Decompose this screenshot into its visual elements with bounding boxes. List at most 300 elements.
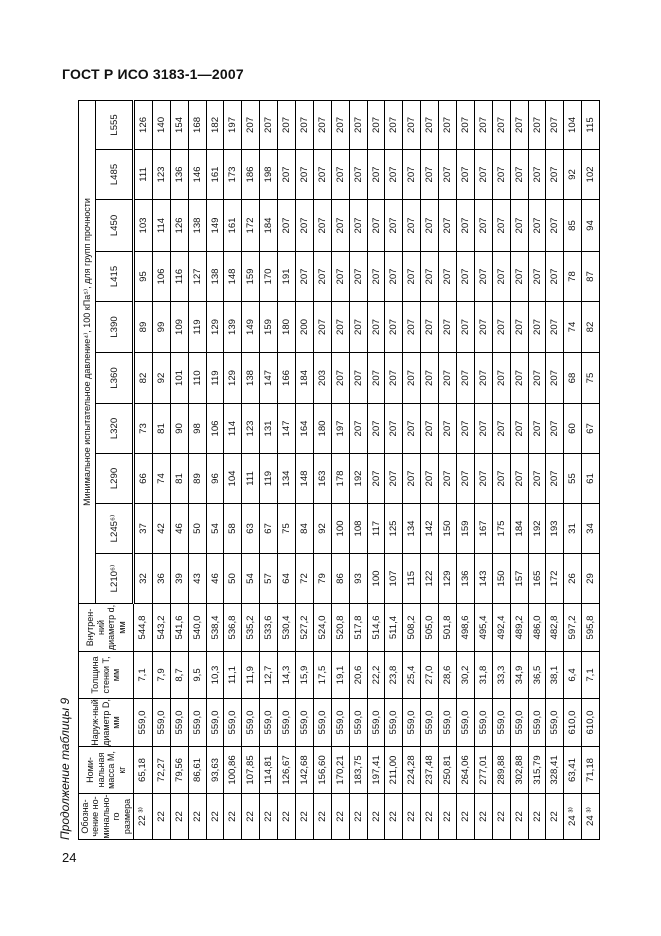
table-row xyxy=(403,100,421,839)
cell-test-pressure: 207 xyxy=(385,200,403,252)
cell-test-pressure: 207 xyxy=(492,302,510,353)
table-row xyxy=(457,100,475,839)
cell-designation: 22 xyxy=(510,794,528,840)
cell-test-pressure: 114 xyxy=(224,404,242,454)
cell-test-pressure: 119 xyxy=(260,454,278,504)
cell-test-pressure: 207 xyxy=(510,302,528,353)
header-grade: L360 xyxy=(96,353,134,404)
cell-test-pressure: 92 xyxy=(152,353,170,404)
cell-test-pressure: 207 xyxy=(474,200,492,252)
cell-test-pressure: 207 xyxy=(474,454,492,504)
cell-inner-diameter: 540,0 xyxy=(188,604,206,652)
cell-test-pressure: 197 xyxy=(331,404,349,454)
table-row xyxy=(206,100,224,839)
cell-inner-diameter: 489,2 xyxy=(510,604,528,652)
header-grade: L245⁶⁾ xyxy=(96,504,134,554)
cell-designation: 22 xyxy=(385,794,403,840)
cell-outer-diameter: 559,0 xyxy=(367,699,385,747)
cell-designation: 22 xyxy=(367,794,385,840)
cell-test-pressure: 207 xyxy=(296,150,314,200)
header-inner-diameter: Внутрен-ний диаметр d, мм xyxy=(79,604,134,652)
cell-inner-diameter: 517,8 xyxy=(349,604,367,652)
cell-test-pressure: 207 xyxy=(528,252,546,302)
cell-test-pressure: 182 xyxy=(206,100,224,149)
cell-mass: 72,27 xyxy=(152,747,170,794)
cell-test-pressure: 207 xyxy=(421,454,439,504)
cell-test-pressure: 207 xyxy=(474,150,492,200)
cell-inner-diameter: 505,0 xyxy=(421,604,439,652)
cell-outer-diameter: 559,0 xyxy=(474,699,492,747)
cell-test-pressure: 191 xyxy=(278,252,296,302)
cell-test-pressure: 154 xyxy=(170,100,188,149)
cell-inner-diameter: 535,2 xyxy=(242,604,260,652)
cell-inner-diameter: 520,8 xyxy=(331,604,349,652)
cell-test-pressure: 149 xyxy=(242,302,260,353)
cell-designation: 22 xyxy=(528,794,546,840)
cell-test-pressure: 207 xyxy=(367,353,385,404)
cell-designation: 22 xyxy=(313,794,331,840)
cell-inner-diameter: 530,4 xyxy=(278,604,296,652)
cell-test-pressure: 147 xyxy=(260,353,278,404)
cell-mass: 250,81 xyxy=(439,747,457,794)
cell-test-pressure: 197 xyxy=(224,100,242,149)
cell-test-pressure: 207 xyxy=(492,404,510,454)
cell-test-pressure: 164 xyxy=(296,404,314,454)
cell-test-pressure: 92 xyxy=(564,150,582,200)
cell-mass: 170,21 xyxy=(331,747,349,794)
cell-test-pressure: 200 xyxy=(296,302,314,353)
cell-test-pressure: 126 xyxy=(170,200,188,252)
cell-outer-diameter: 559,0 xyxy=(331,699,349,747)
cell-test-pressure: 95 xyxy=(134,252,153,302)
cell-test-pressure: 207 xyxy=(510,200,528,252)
cell-outer-diameter: 559,0 xyxy=(242,699,260,747)
cell-test-pressure: 207 xyxy=(492,454,510,504)
cell-test-pressure: 81 xyxy=(170,454,188,504)
cell-test-pressure: 207 xyxy=(421,252,439,302)
cell-mass: 79,56 xyxy=(170,747,188,794)
cell-test-pressure: 32 xyxy=(134,554,153,604)
cell-test-pressure: 207 xyxy=(528,150,546,200)
cell-test-pressure: 207 xyxy=(278,100,296,149)
cell-test-pressure: 100 xyxy=(331,504,349,554)
cell-outer-diameter: 559,0 xyxy=(439,699,457,747)
cell-test-pressure: 207 xyxy=(474,353,492,404)
table-row xyxy=(170,100,188,839)
cell-test-pressure: 207 xyxy=(296,200,314,252)
table-row xyxy=(331,100,349,839)
cell-test-pressure: 89 xyxy=(134,302,153,353)
page-number: 24 xyxy=(62,850,77,865)
cell-mass: 211,00 xyxy=(385,747,403,794)
cell-test-pressure: 207 xyxy=(385,100,403,149)
cell-test-pressure: 207 xyxy=(331,200,349,252)
cell-designation: 22 xyxy=(349,794,367,840)
cell-test-pressure: 29 xyxy=(582,554,600,604)
cell-outer-diameter: 559,0 xyxy=(421,699,439,747)
cell-test-pressure: 127 xyxy=(188,252,206,302)
cell-wall-thickness: 19,1 xyxy=(331,652,349,699)
cell-test-pressure: 39 xyxy=(170,554,188,604)
header-outer-diameter: Наруж-ный диаметр D, мм xyxy=(79,699,134,747)
cell-wall-thickness: 38,1 xyxy=(546,652,564,699)
cell-designation: 22 xyxy=(546,794,564,840)
cell-outer-diameter: 559,0 xyxy=(313,699,331,747)
cell-test-pressure: 184 xyxy=(260,200,278,252)
cell-test-pressure: 123 xyxy=(152,150,170,200)
cell-test-pressure: 186 xyxy=(242,150,260,200)
cell-designation: 22 xyxy=(474,794,492,840)
cell-wall-thickness: 33,3 xyxy=(492,652,510,699)
table-row xyxy=(278,100,296,839)
cell-test-pressure: 207 xyxy=(278,150,296,200)
cell-test-pressure: 172 xyxy=(242,200,260,252)
cell-designation: 22 xyxy=(278,794,296,840)
cell-inner-diameter: 527,2 xyxy=(296,604,314,652)
cell-test-pressure: 116 xyxy=(170,252,188,302)
cell-outer-diameter: 559,0 xyxy=(528,699,546,747)
table-row xyxy=(134,100,153,839)
cell-test-pressure: 134 xyxy=(278,454,296,504)
cell-inner-diameter: 543,2 xyxy=(152,604,170,652)
cell-test-pressure: 149 xyxy=(206,200,224,252)
cell-test-pressure: 207 xyxy=(278,200,296,252)
cell-mass: 126,67 xyxy=(278,747,296,794)
cell-test-pressure: 74 xyxy=(564,302,582,353)
cell-test-pressure: 136 xyxy=(170,150,188,200)
cell-test-pressure: 207 xyxy=(385,454,403,504)
cell-test-pressure: 119 xyxy=(188,302,206,353)
cell-wall-thickness: 11,9 xyxy=(242,652,260,699)
table-row xyxy=(564,100,582,839)
cell-test-pressure: 207 xyxy=(528,454,546,504)
cell-wall-thickness: 36,5 xyxy=(528,652,546,699)
cell-test-pressure: 178 xyxy=(331,454,349,504)
cell-test-pressure: 207 xyxy=(546,200,564,252)
cell-inner-diameter: 501,8 xyxy=(439,604,457,652)
cell-designation: 22 xyxy=(492,794,510,840)
cell-test-pressure: 207 xyxy=(492,200,510,252)
cell-test-pressure: 131 xyxy=(260,404,278,454)
cell-test-pressure: 138 xyxy=(206,252,224,302)
cell-test-pressure: 136 xyxy=(457,554,475,604)
cell-test-pressure: 74 xyxy=(152,454,170,504)
cell-outer-diameter: 559,0 xyxy=(296,699,314,747)
cell-mass: 100,86 xyxy=(224,747,242,794)
cell-test-pressure: 207 xyxy=(439,252,457,302)
cell-test-pressure: 207 xyxy=(546,454,564,504)
cell-mass: 183,75 xyxy=(349,747,367,794)
cell-designation: 22 xyxy=(403,794,421,840)
cell-test-pressure: 147 xyxy=(278,404,296,454)
cell-test-pressure: 184 xyxy=(296,353,314,404)
cell-test-pressure: 207 xyxy=(421,353,439,404)
cell-test-pressure: 192 xyxy=(528,504,546,554)
cell-test-pressure: 207 xyxy=(331,353,349,404)
table-row xyxy=(242,100,260,839)
cell-test-pressure: 100 xyxy=(367,554,385,604)
table-row xyxy=(528,100,546,839)
cell-wall-thickness: 30,2 xyxy=(457,652,475,699)
cell-test-pressure: 84 xyxy=(296,504,314,554)
cell-test-pressure: 93 xyxy=(349,554,367,604)
cell-test-pressure: 207 xyxy=(367,252,385,302)
table-row xyxy=(188,100,206,839)
cell-mass: 328,41 xyxy=(546,747,564,794)
cell-outer-diameter: 559,0 xyxy=(134,699,153,747)
cell-test-pressure: 140 xyxy=(152,100,170,149)
cell-wall-thickness: 20,6 xyxy=(349,652,367,699)
cell-test-pressure: 108 xyxy=(349,504,367,554)
cell-wall-thickness: 22,2 xyxy=(367,652,385,699)
cell-test-pressure: 115 xyxy=(582,100,600,149)
cell-mass: 142,68 xyxy=(296,747,314,794)
cell-test-pressure: 103 xyxy=(134,200,153,252)
cell-outer-diameter: 610,0 xyxy=(582,699,600,747)
cell-test-pressure: 129 xyxy=(439,554,457,604)
cell-test-pressure: 207 xyxy=(457,200,475,252)
cell-mass: 156,60 xyxy=(313,747,331,794)
cell-test-pressure: 123 xyxy=(242,404,260,454)
cell-outer-diameter: 559,0 xyxy=(152,699,170,747)
cell-wall-thickness: 10,3 xyxy=(206,652,224,699)
cell-test-pressure: 31 xyxy=(564,504,582,554)
cell-wall-thickness: 27,0 xyxy=(421,652,439,699)
cell-test-pressure: 104 xyxy=(564,100,582,149)
cell-test-pressure: 207 xyxy=(439,302,457,353)
cell-test-pressure: 207 xyxy=(510,353,528,404)
cell-test-pressure: 81 xyxy=(152,404,170,454)
cell-test-pressure: 207 xyxy=(474,100,492,149)
cell-test-pressure: 68 xyxy=(564,353,582,404)
cell-designation: 22 xyxy=(331,794,349,840)
cell-test-pressure: 207 xyxy=(510,454,528,504)
cell-test-pressure: 207 xyxy=(349,200,367,252)
cell-inner-diameter: 486,0 xyxy=(528,604,546,652)
cell-wall-thickness: 11,1 xyxy=(224,652,242,699)
cell-wall-thickness: 17,5 xyxy=(313,652,331,699)
cell-test-pressure: 111 xyxy=(134,150,153,200)
cell-mass: 224,28 xyxy=(403,747,421,794)
cell-test-pressure: 207 xyxy=(403,200,421,252)
cell-mass: 93,63 xyxy=(206,747,224,794)
cell-test-pressure: 125 xyxy=(385,504,403,554)
cell-test-pressure: 157 xyxy=(510,554,528,604)
cell-mass: 71,18 xyxy=(582,747,600,794)
cell-outer-diameter: 610,0 xyxy=(564,699,582,747)
cell-test-pressure: 107 xyxy=(385,554,403,604)
cell-test-pressure: 207 xyxy=(528,100,546,149)
cell-test-pressure: 111 xyxy=(242,454,260,504)
cell-test-pressure: 99 xyxy=(152,302,170,353)
cell-test-pressure: 207 xyxy=(385,252,403,302)
cell-designation: 22 xyxy=(439,794,457,840)
cell-test-pressure: 67 xyxy=(582,404,600,454)
cell-test-pressure: 207 xyxy=(439,100,457,149)
header-grade: L555 xyxy=(96,100,134,149)
cell-test-pressure: 207 xyxy=(457,353,475,404)
cell-test-pressure: 79 xyxy=(313,554,331,604)
cell-test-pressure: 207 xyxy=(313,100,331,149)
cell-test-pressure: 207 xyxy=(510,404,528,454)
cell-test-pressure: 55 xyxy=(564,454,582,504)
table-row xyxy=(546,100,564,839)
cell-test-pressure: 207 xyxy=(421,100,439,149)
cell-test-pressure: 109 xyxy=(170,302,188,353)
cell-mass: 237,48 xyxy=(421,747,439,794)
cell-test-pressure: 36 xyxy=(152,554,170,604)
header-test-pressure-group: Минимальное испытательное давление⁴⁾, 100 кПа⁵⁾, для групп прочности xyxy=(79,100,96,603)
cell-inner-diameter: 538,4 xyxy=(206,604,224,652)
cell-test-pressure: 192 xyxy=(349,454,367,504)
cell-test-pressure: 117 xyxy=(367,504,385,554)
cell-test-pressure: 207 xyxy=(528,200,546,252)
cell-test-pressure: 207 xyxy=(528,353,546,404)
cell-test-pressure: 207 xyxy=(296,100,314,149)
cell-test-pressure: 42 xyxy=(152,504,170,554)
cell-inner-diameter: 482,8 xyxy=(546,604,564,652)
cell-test-pressure: 207 xyxy=(367,200,385,252)
cell-mass: 315,79 xyxy=(528,747,546,794)
cell-wall-thickness: 7,9 xyxy=(152,652,170,699)
header-wall-thickness: Толщина стенки T, мм xyxy=(79,652,134,699)
cell-inner-diameter: 498,6 xyxy=(457,604,475,652)
cell-designation: 22 xyxy=(170,794,188,840)
cell-designation: 22 xyxy=(242,794,260,840)
cell-test-pressure: 207 xyxy=(457,100,475,149)
cell-test-pressure: 207 xyxy=(474,404,492,454)
cell-test-pressure: 67 xyxy=(260,504,278,554)
cell-test-pressure: 150 xyxy=(492,554,510,604)
document-header: ГОСТ Р ИСО 3183-1—2007 xyxy=(62,66,244,82)
cell-test-pressure: 207 xyxy=(349,302,367,353)
cell-test-pressure: 207 xyxy=(528,404,546,454)
cell-mass: 302,88 xyxy=(510,747,528,794)
cell-mass: 289,88 xyxy=(492,747,510,794)
cell-inner-diameter: 514,6 xyxy=(367,604,385,652)
cell-test-pressure: 207 xyxy=(296,252,314,302)
cell-test-pressure: 180 xyxy=(313,404,331,454)
cell-test-pressure: 54 xyxy=(206,504,224,554)
cell-wall-thickness: 12,7 xyxy=(260,652,278,699)
cell-test-pressure: 114 xyxy=(152,200,170,252)
cell-mass: 277,01 xyxy=(474,747,492,794)
cell-outer-diameter: 559,0 xyxy=(170,699,188,747)
cell-test-pressure: 161 xyxy=(224,200,242,252)
table-row xyxy=(510,100,528,839)
cell-outer-diameter: 559,0 xyxy=(260,699,278,747)
cell-designation: 22 xyxy=(260,794,278,840)
cell-test-pressure: 138 xyxy=(188,200,206,252)
cell-test-pressure: 119 xyxy=(206,353,224,404)
cell-outer-diameter: 559,0 xyxy=(206,699,224,747)
cell-test-pressure: 207 xyxy=(492,100,510,149)
cell-test-pressure: 207 xyxy=(331,252,349,302)
cell-test-pressure: 138 xyxy=(242,353,260,404)
cell-test-pressure: 198 xyxy=(260,150,278,200)
table-row xyxy=(385,100,403,839)
cell-test-pressure: 207 xyxy=(403,150,421,200)
cell-test-pressure: 207 xyxy=(492,252,510,302)
header-grade: L320 xyxy=(96,404,134,454)
cell-designation: 22 xyxy=(421,794,439,840)
cell-test-pressure: 92 xyxy=(313,504,331,554)
cell-outer-diameter: 559,0 xyxy=(403,699,421,747)
cell-test-pressure: 139 xyxy=(224,302,242,353)
cell-test-pressure: 207 xyxy=(546,252,564,302)
cell-test-pressure: 207 xyxy=(349,252,367,302)
cell-test-pressure: 37 xyxy=(134,504,153,554)
cell-test-pressure: 207 xyxy=(367,404,385,454)
cell-test-pressure: 159 xyxy=(242,252,260,302)
table-row xyxy=(349,100,367,839)
cell-inner-diameter: 544,8 xyxy=(134,604,153,652)
cell-test-pressure: 207 xyxy=(546,150,564,200)
cell-mass: 65,18 xyxy=(134,747,153,794)
cell-test-pressure: 82 xyxy=(134,353,153,404)
cell-outer-diameter: 559,0 xyxy=(546,699,564,747)
cell-test-pressure: 166 xyxy=(278,353,296,404)
cell-test-pressure: 129 xyxy=(206,302,224,353)
cell-test-pressure: 46 xyxy=(206,554,224,604)
header-grade: L450 xyxy=(96,200,134,252)
cell-inner-diameter: 492,4 xyxy=(492,604,510,652)
cell-test-pressure: 34 xyxy=(582,504,600,554)
cell-designation: 22 xyxy=(188,794,206,840)
cell-test-pressure: 207 xyxy=(349,100,367,149)
cell-test-pressure: 98 xyxy=(188,404,206,454)
header-grade: L210⁶⁾ xyxy=(96,554,134,604)
cell-test-pressure: 207 xyxy=(403,100,421,149)
cell-test-pressure: 207 xyxy=(403,404,421,454)
cell-test-pressure: 207 xyxy=(367,100,385,149)
cell-designation: 22 xyxy=(206,794,224,840)
cell-test-pressure: 129 xyxy=(224,353,242,404)
cell-test-pressure: 207 xyxy=(385,353,403,404)
cell-test-pressure: 122 xyxy=(421,554,439,604)
cell-test-pressure: 207 xyxy=(403,454,421,504)
cell-test-pressure: 143 xyxy=(474,554,492,604)
cell-test-pressure: 61 xyxy=(582,454,600,504)
cell-test-pressure: 142 xyxy=(421,504,439,554)
cell-test-pressure: 207 xyxy=(421,150,439,200)
cell-test-pressure: 207 xyxy=(492,150,510,200)
cell-test-pressure: 207 xyxy=(510,150,528,200)
cell-test-pressure: 207 xyxy=(385,302,403,353)
cell-test-pressure: 46 xyxy=(170,504,188,554)
cell-test-pressure: 207 xyxy=(367,150,385,200)
cell-outer-diameter: 559,0 xyxy=(278,699,296,747)
cell-test-pressure: 207 xyxy=(439,200,457,252)
cell-test-pressure: 207 xyxy=(331,302,349,353)
cell-test-pressure: 101 xyxy=(170,353,188,404)
cell-mass: 197,41 xyxy=(367,747,385,794)
table-caption: Продолжение таблицы 9 xyxy=(58,697,72,840)
cell-inner-diameter: 508,2 xyxy=(403,604,421,652)
cell-test-pressure: 110 xyxy=(188,353,206,404)
cell-mass: 114,81 xyxy=(260,747,278,794)
table-row xyxy=(421,100,439,839)
cell-test-pressure: 207 xyxy=(313,302,331,353)
cell-test-pressure: 207 xyxy=(474,302,492,353)
cell-wall-thickness: 8,7 xyxy=(170,652,188,699)
cell-test-pressure: 167 xyxy=(474,504,492,554)
cell-wall-thickness: 9,5 xyxy=(188,652,206,699)
cell-test-pressure: 207 xyxy=(349,150,367,200)
cell-test-pressure: 126 xyxy=(134,100,153,149)
cell-inner-diameter: 511,4 xyxy=(385,604,403,652)
cell-test-pressure: 75 xyxy=(582,353,600,404)
